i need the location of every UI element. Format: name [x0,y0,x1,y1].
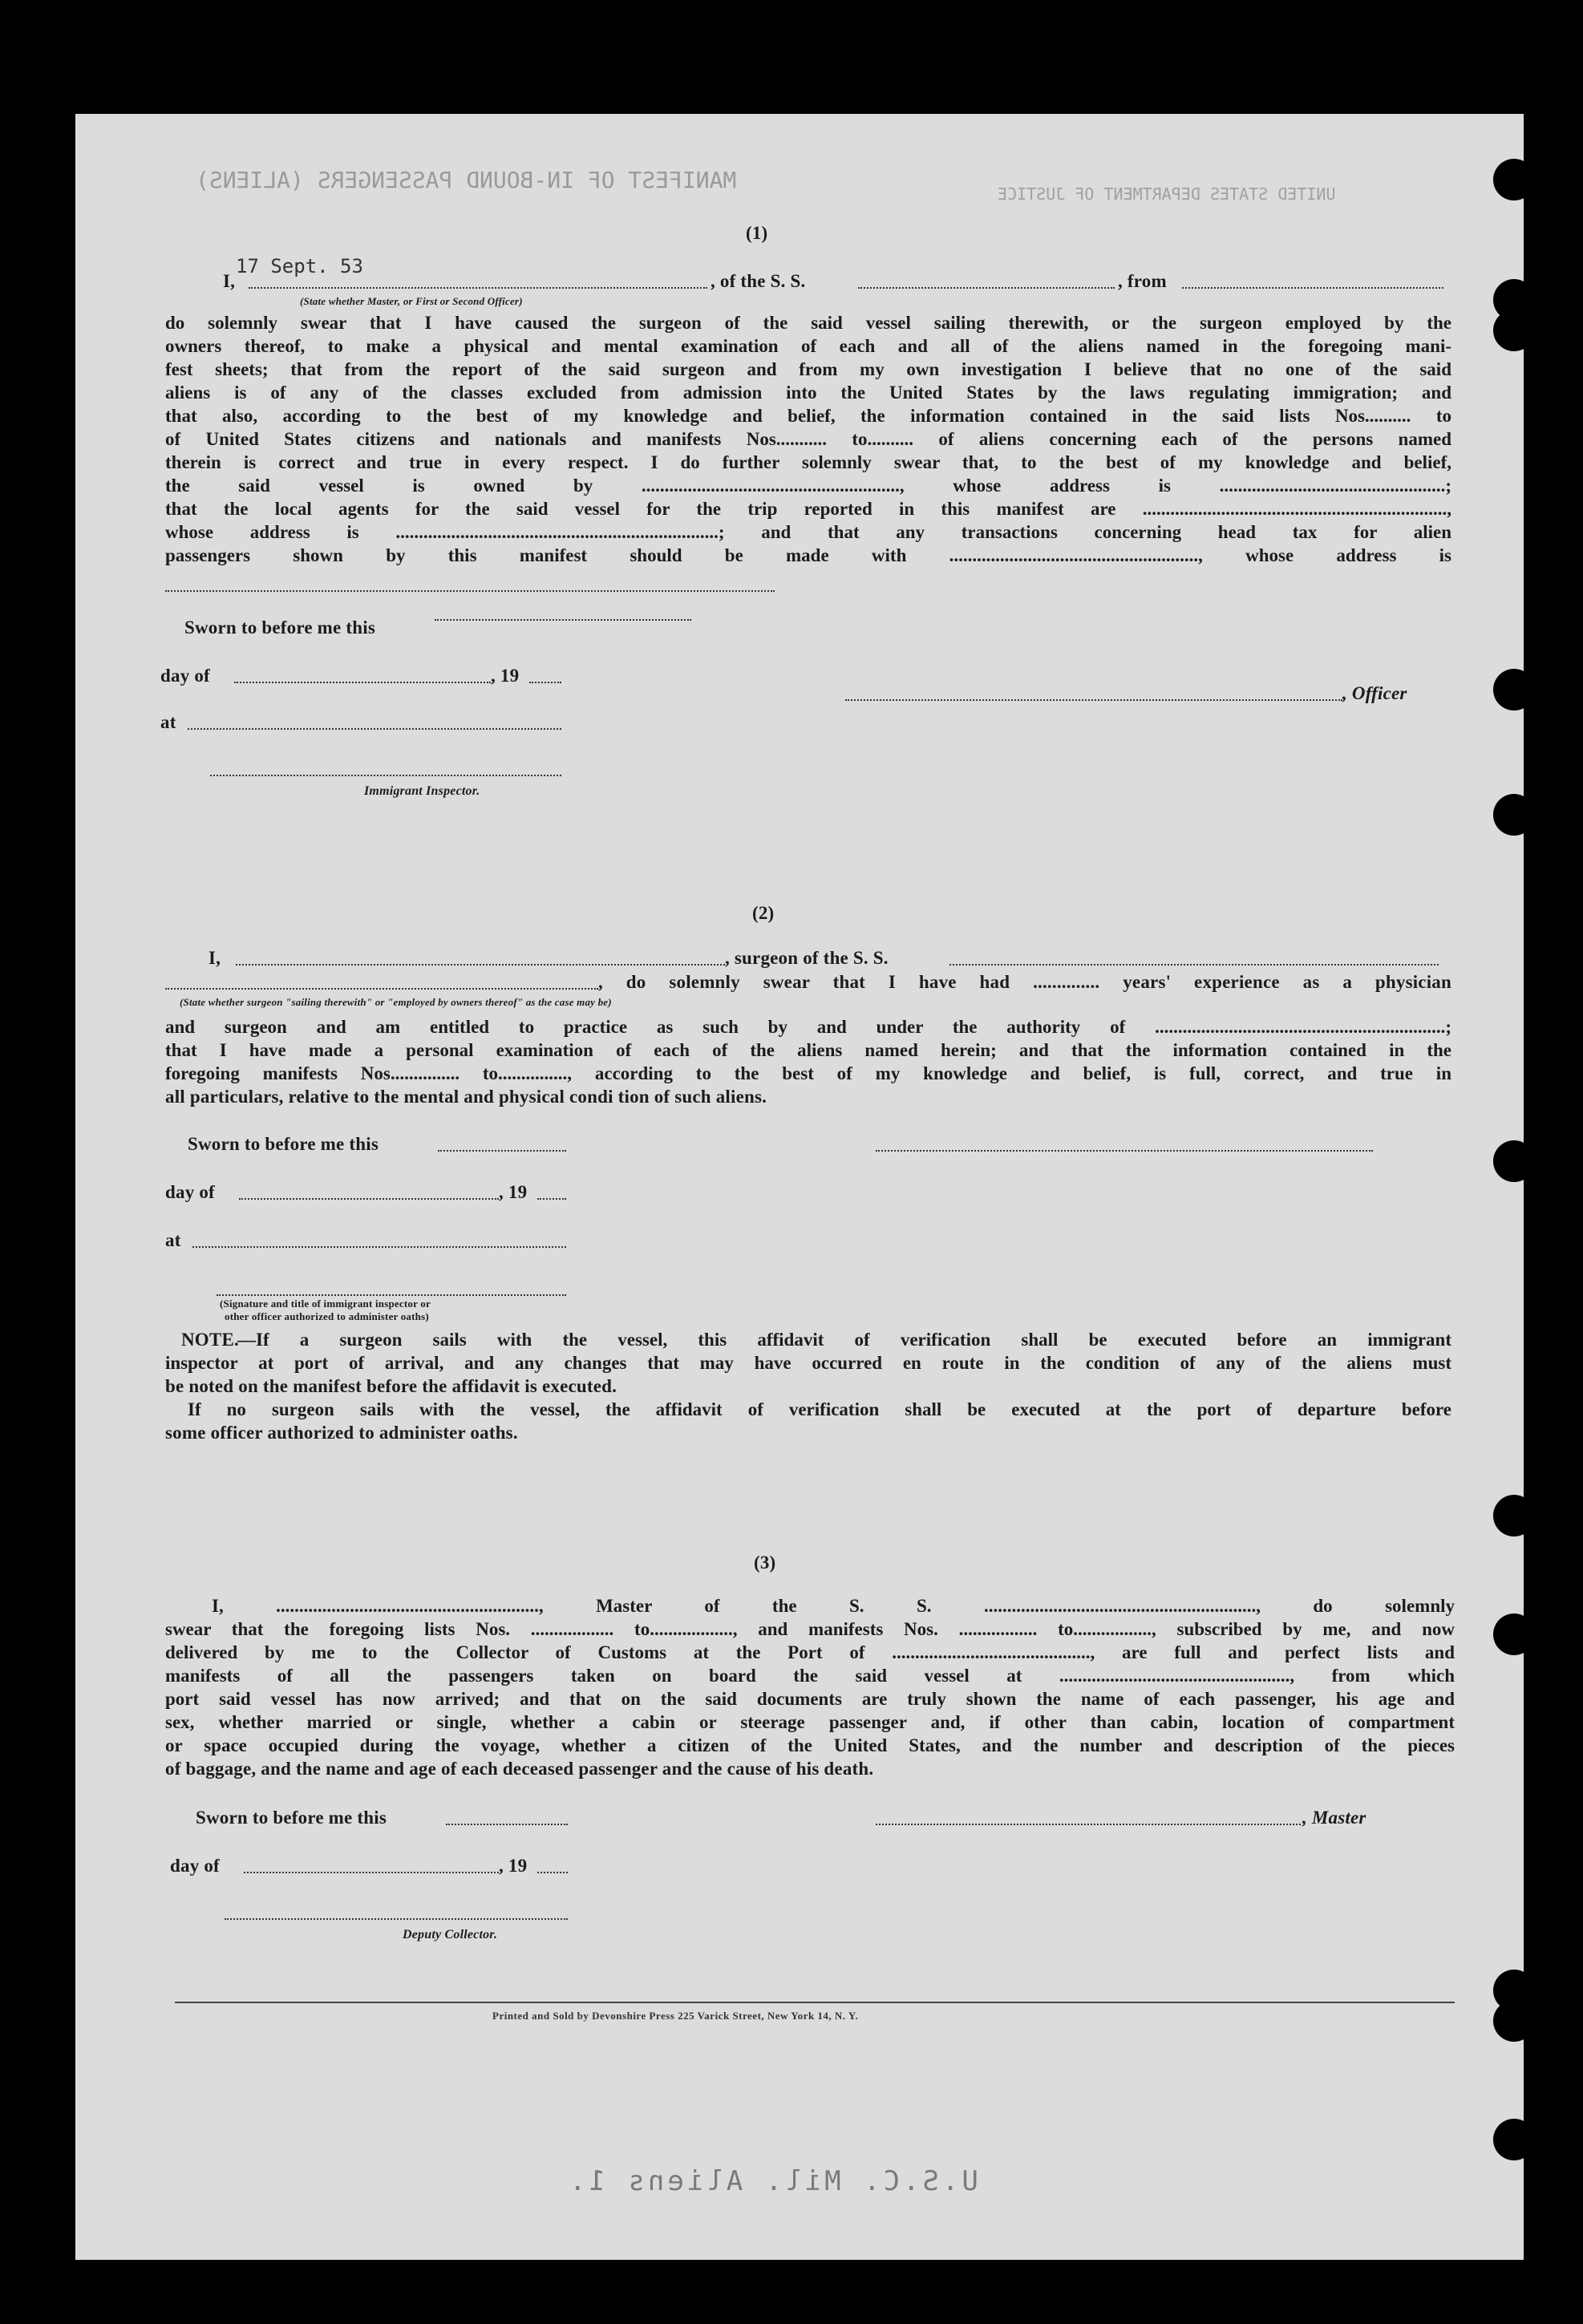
s2-surgeon-name-field[interactable] [236,964,725,966]
s2-para-line-2: that I have made a personal examination of each of the aliens named herein; and that the information contained in the [165,1040,1451,1060]
s3-year-label: , 19 [499,1856,528,1876]
s1-day-of-label: day of [160,666,210,686]
s1-inspector-signature-field[interactable] [210,775,561,776]
s2-note-label: NOTE. [181,1330,239,1350]
s1-officer-signature-field[interactable] [845,699,1342,701]
s1-para-line-3: fest sheets; that from the report of the said surgeon and from my own investigation I believe that no one of the said [165,359,1451,379]
s2-at-label: at [165,1230,181,1250]
s2-month-field[interactable] [239,1198,499,1200]
s3-year-field[interactable] [537,1872,568,1873]
footer-rule [175,2002,1455,2003]
binder-hole [1493,2000,1524,2042]
s2-note-line-1: —If a surgeon sails with the vessel, this affidavit of verification shall be executed before an immigrant [237,1330,1451,1350]
s2-note-line-3: be noted on the manifest before the affidavit is executed. [165,1376,617,1396]
s2-note-line-2: inspector at port of arrival, and any changes that may have occurred en route in the condition of any of the aliens must [165,1353,1451,1373]
s1-para-line-2: owners thereof, to make a physical and mental examination of each and all of the aliens named in the foregoing mani- [165,336,1451,356]
s1-at-field[interactable] [188,728,561,730]
s1-vessel-name-field[interactable] [858,287,1115,289]
s2-caption: (State whether surgeon "sailing therewith" or "employed by owners thereof" as the case may be) [180,996,612,1008]
s1-year-label: , 19 [491,666,520,686]
s2-at-field[interactable] [192,1246,566,1248]
s2-day-of-label: day of [165,1182,215,1202]
s1-year-field[interactable] [529,682,561,683]
s3-sworn-label: Sworn to before me this [196,1808,387,1828]
s3-para-line-7: or space occupied during the voyage, whether a citizen of the United States, and the number and description of the pieces [165,1735,1455,1755]
s2-surgeon-type-field[interactable] [165,988,598,990]
binder-hole [1493,669,1524,711]
s1-at-label: at [160,712,176,732]
s2-sworn-day-field[interactable] [438,1150,566,1152]
binder-hole [1493,159,1524,200]
s1-para-line-7: therein is correct and true in every respect. I do further solemnly swear that, to the best of my knowledge and belief, [165,452,1451,472]
section-2-number: (2) [752,903,775,923]
s3-para-line-1: I, ........................................................., Master of the S. S. ..........................................................., do solemnly [212,1596,1455,1616]
s1-of-ss-label: , of the S. S. [711,271,806,291]
s1-para-line-9: that the local agents for the said vessel for the trip reported in this manifest are .................................................................., [165,499,1451,519]
s3-para-line-4: manifests of all the passengers taken on board the said vessel at .................................................., from which [165,1666,1455,1686]
s2-sig-caption-2: other officer authorized to administer oaths) [225,1310,429,1322]
s2-line2: , do solemnly swear that I have had .............. years' experience as a physician [598,972,1451,992]
s3-collector-label: Deputy Collector. [403,1928,498,1941]
s2-note-line-4: If no surgeon sails with the vessel, the affidavit of verification shall be executed at the port of departure before [188,1399,1451,1419]
document-page [75,114,1524,2260]
bleedthrough-header-right: UNITED STATES DEPARTMENT OF JUSTICE [998,184,1336,204]
s3-master-signature-field[interactable] [876,1824,1301,1825]
section-1-number: (1) [746,223,768,243]
s2-surgeon-signature-field[interactable] [876,1150,1373,1152]
s3-para-line-2: swear that the foregoing lists Nos. .................. to.................., and manifests Nos. ................. to................., subscribed by me, and now [165,1619,1455,1639]
binder-hole [1493,1613,1524,1655]
s2-sig-caption-1: (Signature and title of immigrant inspector or [220,1298,431,1310]
s2-para-line-3: foregoing manifests Nos............... to..............., according to the best of my knowledge and belief, is full, correct, and true in [165,1063,1451,1083]
date-stamp: 17 Sept. 53 [236,255,363,277]
s1-officer-label: , Officer [1342,683,1407,703]
binder-hole [1493,1140,1524,1182]
s3-para-line-6: sex, whether married or single, whether a cabin or steerage passenger and, if other than cabin, location of compartment [165,1712,1455,1732]
s1-from-label: , from [1118,271,1167,291]
s1-inspector-label: Immigrant Inspector. [364,784,480,798]
s2-year-field[interactable] [537,1198,566,1200]
s1-para-line-11: passengers shown by this manifest should be made with ......................................................, whose address is [165,545,1451,565]
s3-master-label: , Master [1302,1808,1366,1828]
s1-from-field[interactable] [1182,287,1443,289]
s2-para-line-4: all particulars, relative to the mental and physical condi tion of such aliens. [165,1087,767,1107]
s1-officer-name-field[interactable] [249,287,707,289]
s2-year-label: , 19 [499,1182,528,1202]
s2-para-line-1: and surgeon and am entitled to practice as such by and under the authority of ...............................................................; [165,1017,1451,1037]
bottom-bleedthrough-stamp: U.S.C. Mil. Aliens 1. [566,2165,978,2197]
printer-imprint: Printed and Sold by Devonshire Press 225 Varick Street, New York 14, N. Y. [492,2010,859,2022]
s1-head-tax-address-field[interactable] [165,590,775,592]
s3-month-field[interactable] [244,1872,499,1873]
s2-i-label: I, [209,948,221,968]
s1-para-line-5: that also, according to the best of my knowledge and belief, the information contained in the said lists Nos.......... to [165,406,1451,426]
bleedthrough-header: MANIFEST OF IN-BOUND PASSENGERS (ALIENS) [196,167,737,193]
s2-officer-signature-field[interactable] [217,1294,566,1296]
s1-para-line-10: whose address is ......................................................................; and that any transactions concerning head tax for alien [165,522,1451,542]
s1-officer-caption: (State whether Master, or First or Second Officer) [300,295,523,307]
s1-para-line-6: of United States citizens and nationals and manifests Nos........... to.......... of aliens concerning each of the persons named [165,429,1451,449]
binder-hole [1493,310,1524,351]
s3-para-line-3: delivered by me to the Collector of Customs at the Port of ..........................................., are full and perfect lists and [165,1642,1455,1662]
s3-sworn-day-field[interactable] [446,1824,568,1825]
s2-sworn-label: Sworn to before me this [188,1134,379,1154]
s2-note-line-5: some officer authorized to administer oaths. [165,1423,518,1443]
s1-para-line-1: do solemnly swear that I have caused the surgeon of the said vessel sailing therewith, or the surgeon employed by the [165,313,1451,333]
s2-surgeon-label: , surgeon of the S. S. [725,948,889,968]
s3-day-of-label: day of [170,1856,220,1876]
s1-para-line-8: the said vessel is owned by ........................................................, whose address is .................................................; [165,476,1451,496]
s3-para-line-8: of baggage, and the name and age of each deceased passenger and the cause of his death. [165,1759,874,1779]
s1-i-label: I, [223,271,236,291]
s1-para-line-4: aliens is of any of the classes excluded from admission into the United States by the laws regulating immigration; and [165,383,1451,403]
binder-hole [1493,1495,1524,1537]
section-3-number: (3) [754,1553,776,1573]
binder-hole [1493,2119,1524,2160]
s3-para-line-5: port said vessel has now arrived; and that on the said documents are truly shown the name of each passenger, his age and [165,1689,1455,1709]
s2-vessel-field[interactable] [949,964,1439,966]
s1-sworn-day-field[interactable] [435,619,691,621]
s1-month-field[interactable] [234,682,491,683]
binder-hole [1493,794,1524,836]
s1-sworn-label: Sworn to before me this [184,617,375,638]
s3-collector-signature-field[interactable] [225,1918,568,1920]
